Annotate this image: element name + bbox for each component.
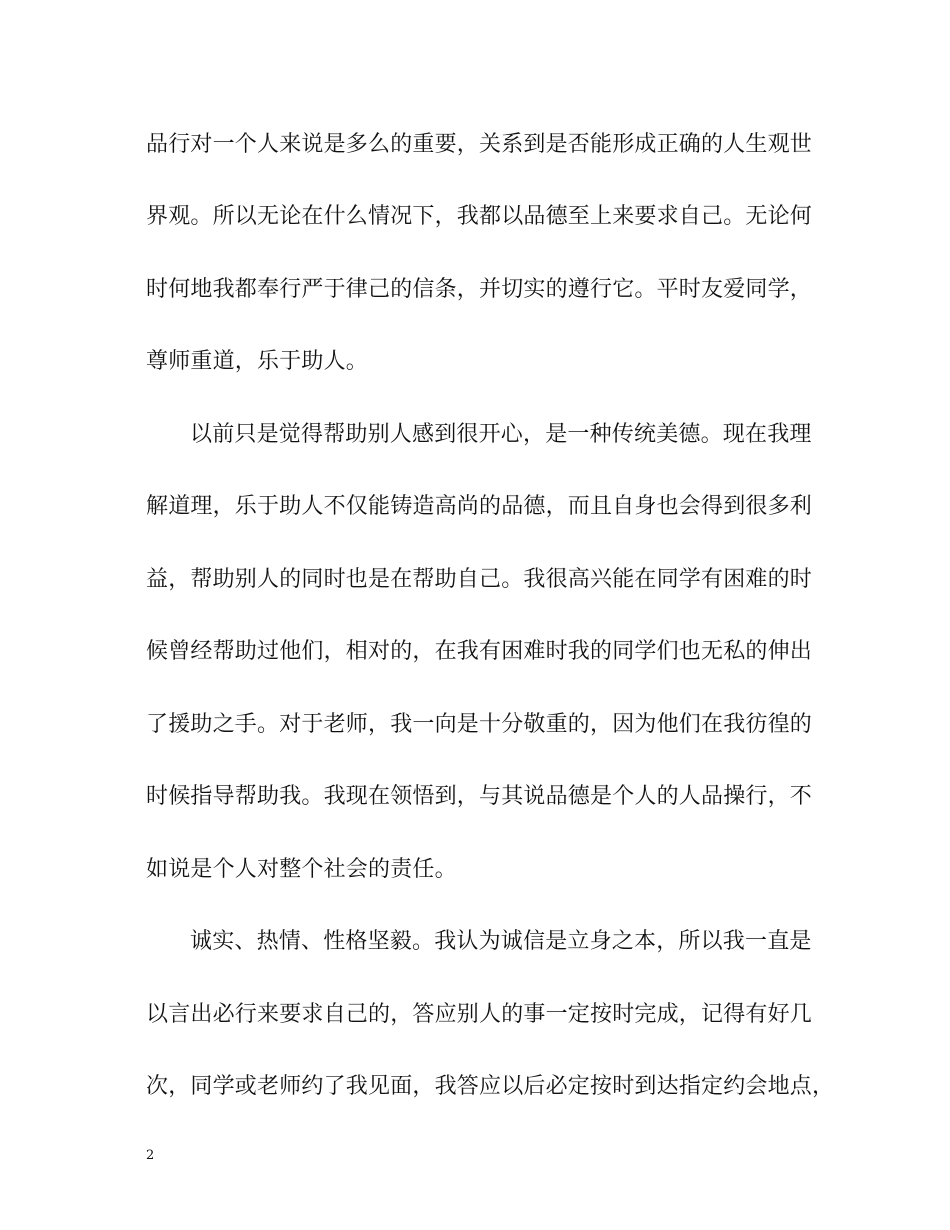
text-line-7: 益，帮助别人的同时也是在帮助自己。我很高兴能在同学有困难的时 [146,567,813,592]
text-line-13: 以言出必行来要求自己的，答应别人的事一定按时完成，记得有好几 [146,1002,813,1027]
text-line-10: 时候指导帮助我。我现在领悟到，与其说品德是个人的人品操行，不 [146,784,813,809]
text-line-1: 品行对一个人来说是多么的重要，关系到是否能形成正确的人生观世 [146,132,813,157]
text-line-2: 界观。所以无论在什么情况下，我都以品德至上来要求自己。无论何 [146,204,813,229]
page-number: 2 [146,1148,155,1163]
text-line-6: 解道理，乐于助人不仅能铸造高尚的品德，而且自身也会得到很多利 [146,494,813,519]
text-line-8: 候曾经帮助过他们，相对的，在我有困难时我的同学们也无私的伸出 [146,639,813,664]
text-line-11: 如说是个人对整个社会的责任。 [146,857,457,882]
text-line-5: 以前只是觉得帮助别人感到很开心，是一种传统美德。现在我理 [190,422,812,447]
text-line-14: 次，同学或老师约了我见面，我答应以后必定按时到达指定约会地点， [146,1074,835,1099]
text-line-12: 诚实、热情、性格坚毅。我认为诚信是立身之本，所以我一直是 [190,929,812,954]
text-line-9: 了援助之手。对于老师，我一向是十分敬重的，因为他们在我彷徨的 [146,712,813,737]
text-line-3: 时何地我都奉行严于律己的信条，并切实的遵行它。平时友爱同学， [146,277,813,302]
text-line-4: 尊师重道，乐于助人。 [146,349,369,374]
